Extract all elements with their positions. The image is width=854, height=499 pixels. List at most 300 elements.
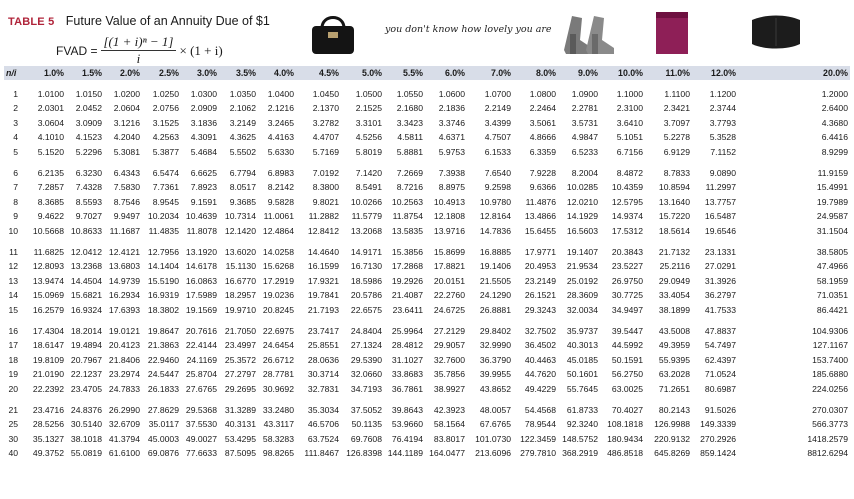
table-cell: 10.2034 xyxy=(147,211,179,222)
table-cell: 35.7856 xyxy=(433,369,465,380)
table-caption: Future Value of an Annuity Due of $1 xyxy=(65,14,270,28)
table-cell: 23.5227 xyxy=(611,261,643,272)
table-cell: 24.6725 xyxy=(433,304,465,315)
table-cell: 1.0700 xyxy=(484,89,511,99)
table-cell: 3.1836 xyxy=(190,117,217,128)
table-cell: 23.6411 xyxy=(392,304,423,315)
row-period: 7 xyxy=(13,182,18,193)
table-cell: 17.9771 xyxy=(524,247,556,257)
table-cell: 25.0192 xyxy=(566,275,598,286)
table-cell: 224.0256 xyxy=(812,383,848,394)
table-cell: 91.5026 xyxy=(704,405,736,415)
table-cell: 29.0949 xyxy=(658,275,690,286)
table-cell: 6.7156 xyxy=(616,146,643,157)
table-cell: 11.0061 xyxy=(263,211,294,222)
table-cell: 5.2278 xyxy=(663,132,690,143)
table-cell: 47.8837 xyxy=(704,326,736,336)
table-cell: 5.8019 xyxy=(355,146,382,157)
row-period: 17 xyxy=(8,340,18,351)
table-cell: 40.4463 xyxy=(524,354,556,365)
table-cell: 21.0190 xyxy=(32,369,64,380)
table-cell: 26.9750 xyxy=(611,275,643,286)
table-cell: 28.0636 xyxy=(307,354,339,365)
table-cell: 54.4568 xyxy=(524,405,556,415)
table-row xyxy=(4,146,850,159)
table-cell: 50.1601 xyxy=(566,369,598,380)
table-cell: 21.4087 xyxy=(391,290,423,301)
table-cell: 21.7193 xyxy=(307,304,339,315)
table-row xyxy=(4,325,850,338)
table-row xyxy=(4,383,850,396)
table-cell: 8.3800 xyxy=(312,182,339,193)
table-cell: 7.1420 xyxy=(355,168,382,178)
table-cell: 4.4163 xyxy=(267,132,294,143)
table-cell: 16.1599 xyxy=(307,261,339,272)
row-period: 19 xyxy=(8,369,18,380)
table-row xyxy=(4,102,850,115)
table-cell: 9.3685 xyxy=(229,196,256,207)
table-cell: 80.2143 xyxy=(658,405,690,415)
table-cell: 368.2919 xyxy=(562,448,598,459)
table-cell: 6.7794 xyxy=(229,168,256,178)
row-period: 16 xyxy=(8,326,18,336)
column-header-rate: 2.5% xyxy=(158,68,179,78)
table-cell: 1.0400 xyxy=(267,89,294,99)
row-period: 21 xyxy=(8,405,18,415)
table-cell: 86.4421 xyxy=(816,304,848,315)
table-cell: 1.0350 xyxy=(229,89,256,99)
table-cell: 1.1000 xyxy=(616,89,643,99)
table-cell: 12.7956 xyxy=(147,247,179,257)
table-cell: 11.4876 xyxy=(525,196,556,207)
formula-lhs: FVAD = xyxy=(56,43,98,58)
table-cell: 18.2014 xyxy=(70,326,102,336)
table-cell: 2.0909 xyxy=(190,103,217,114)
table-cell: 32.0034 xyxy=(566,304,598,315)
column-header-n: n/i xyxy=(6,68,17,78)
table-cell: 10.9780 xyxy=(479,196,511,207)
table-cell: 38.1018 xyxy=(70,433,102,444)
table-cell: 20.7967 xyxy=(70,354,102,365)
table-row xyxy=(4,404,850,417)
column-header-rate: 12.0% xyxy=(711,68,736,78)
table-row xyxy=(4,131,850,144)
table-cell: 16.5487 xyxy=(704,211,736,222)
table-cell: 3.2465 xyxy=(267,117,294,128)
table-cell: 149.3339 xyxy=(700,419,736,430)
table-cell: 21.5505 xyxy=(479,275,511,286)
table-cell: 19.9710 xyxy=(224,304,256,315)
table-cell: 5.1520 xyxy=(37,146,64,157)
table-row xyxy=(4,246,850,259)
table-cell: 9.0890 xyxy=(709,168,736,178)
table-cell: 32.0660 xyxy=(350,369,382,380)
table-cell: 32.7502 xyxy=(524,326,556,336)
table-cell: 62.4397 xyxy=(704,354,736,365)
table-cell: 4.5256 xyxy=(355,132,382,143)
table-cell: 4.9847 xyxy=(571,132,598,143)
table-cell: 2.1062 xyxy=(229,103,256,114)
table-cell: 47.4966 xyxy=(816,261,848,272)
table-cell: 44.7620 xyxy=(524,369,556,380)
table-cell: 17.6393 xyxy=(108,304,140,315)
column-header-rate: 4.0% xyxy=(273,68,294,78)
table-cell: 15.1130 xyxy=(225,261,256,272)
table-cell: 1.0500 xyxy=(355,89,382,99)
table-cell: 17.4304 xyxy=(32,326,64,336)
table-cell: 2.2781 xyxy=(571,103,598,114)
table-cell: 6.4416 xyxy=(821,132,848,143)
table-cell: 24.6454 xyxy=(262,340,294,351)
table-cell: 4.6371 xyxy=(438,132,465,143)
table-cell: 3.1216 xyxy=(113,117,140,128)
table-cell: 55.9395 xyxy=(658,354,690,365)
table-cell: 10.7314 xyxy=(224,211,256,222)
table-cell: 21.9534 xyxy=(566,261,598,272)
column-header-rate: 1.5% xyxy=(81,68,102,78)
table-cell: 32.9990 xyxy=(479,340,511,351)
table-cell: 33.8683 xyxy=(391,369,423,380)
table-cell: 14.7836 xyxy=(479,225,511,236)
table-cell: 18.6147 xyxy=(32,340,64,351)
table-cell: 16.9324 xyxy=(70,304,102,315)
table-cell: 22.9460 xyxy=(147,354,179,365)
table-cell: 61.8733 xyxy=(566,405,598,415)
formula xyxy=(56,34,223,67)
table-cell: 13.2068 xyxy=(350,225,382,236)
table-cell: 14.9374 xyxy=(611,211,643,222)
table-cell: 12.8412 xyxy=(307,225,339,236)
table-cell: 104.9306 xyxy=(812,326,848,336)
table-cell: 14.9171 xyxy=(350,247,382,257)
table-cell: 2.1836 xyxy=(438,103,465,114)
table-cell: 26.1833 xyxy=(147,383,179,394)
row-period: 8 xyxy=(13,196,18,207)
table-cell: 17.9321 xyxy=(307,275,339,286)
handbag-image xyxy=(308,10,358,56)
table-cell: 71.2651 xyxy=(658,383,690,394)
formula-denominator: i xyxy=(136,51,141,66)
column-header-rate: 9.0% xyxy=(577,68,598,78)
table-cell: 38.1899 xyxy=(658,304,690,315)
table-cell: 13.7757 xyxy=(704,196,736,207)
row-period: 3 xyxy=(13,117,18,128)
table-cell: 4.8666 xyxy=(529,132,556,143)
skirt-image xyxy=(652,10,692,56)
table-cell: 6.6625 xyxy=(190,168,217,178)
table-cell: 29.5390 xyxy=(350,354,382,365)
table-cell: 108.1818 xyxy=(607,419,643,430)
formula-fraction xyxy=(101,34,175,67)
table-cell: 2.0452 xyxy=(75,103,102,114)
table-cell: 12.5795 xyxy=(611,196,643,207)
table-cell: 1.0800 xyxy=(529,89,556,99)
table-cell: 180.9434 xyxy=(607,433,643,444)
table-cell: 12.8093 xyxy=(32,261,64,272)
table-cell: 38.9927 xyxy=(433,383,465,394)
table-row xyxy=(4,167,850,180)
table-cell: 859.1424 xyxy=(700,448,736,459)
table-cell: 63.2028 xyxy=(658,369,690,380)
table-cell: 8.4872 xyxy=(616,168,643,178)
table-cell: 35.3034 xyxy=(307,405,339,415)
table-cell: 13.1920 xyxy=(185,247,217,257)
table-cell: 30.5140 xyxy=(70,419,102,430)
column-header-rate: 2.0% xyxy=(119,68,140,78)
table-cell: 3.7793 xyxy=(709,117,736,128)
table-cell: 56.2750 xyxy=(611,369,643,380)
row-period: 6 xyxy=(13,168,18,178)
table-cell: 1418.2579 xyxy=(807,433,848,444)
table-cell: 19.2926 xyxy=(391,275,423,286)
table-cell: 36.4502 xyxy=(524,340,556,351)
table-cell: 19.8647 xyxy=(147,326,179,336)
table-row xyxy=(4,275,850,288)
table-cell: 67.6765 xyxy=(479,419,511,430)
table-cell: 1.0450 xyxy=(312,89,339,99)
table-row xyxy=(4,181,850,194)
table-cell: 270.0307 xyxy=(812,405,848,415)
table-cell: 13.6803 xyxy=(108,261,140,272)
table-cell: 127.1167 xyxy=(812,340,848,351)
table-cell: 148.5752 xyxy=(562,433,598,444)
table-cell: 8.2004 xyxy=(571,168,598,178)
table-cell: 26.2990 xyxy=(108,405,140,415)
table-cell: 20.5786 xyxy=(350,290,382,301)
table-cell: 19.8109 xyxy=(32,354,64,365)
table-row xyxy=(4,260,850,273)
table-cell: 2.2464 xyxy=(529,103,556,114)
table-cell: 48.0057 xyxy=(479,405,511,415)
table-cell: 8.9545 xyxy=(152,196,179,207)
table-cell: 80.6987 xyxy=(704,383,736,394)
table-cell: 645.8269 xyxy=(654,448,690,459)
row-period: 40 xyxy=(8,448,18,459)
table-cell: 13.1640 xyxy=(658,196,690,207)
table-cell: 24.8404 xyxy=(350,326,382,336)
table-cell: 22.6975 xyxy=(262,326,294,336)
row-period: 1 xyxy=(13,89,18,99)
table-cell: 30.9692 xyxy=(262,383,294,394)
table-cell: 22.1237 xyxy=(70,369,102,380)
table-cell: 43.3117 xyxy=(263,419,294,430)
table-cell: 1.0100 xyxy=(37,89,64,99)
table-cell: 21.8406 xyxy=(108,354,140,365)
table-cell: 1.0150 xyxy=(75,89,102,99)
table-cell: 126.8398 xyxy=(346,448,382,459)
table-row xyxy=(4,433,850,446)
table-cell: 49.0027 xyxy=(185,433,217,444)
table-cell: 32.6709 xyxy=(108,419,140,430)
column-header-rate: 10.0% xyxy=(618,68,643,78)
table-cell: 13.5835 xyxy=(391,225,423,236)
table-cell: 15.5190 xyxy=(147,275,179,286)
table-cell: 11.4835 xyxy=(148,225,179,236)
table-cell: 7.6540 xyxy=(484,168,511,178)
table-cell: 1.0200 xyxy=(113,89,140,99)
table-cell: 2.1525 xyxy=(355,103,382,114)
table-cell: 24.8376 xyxy=(70,405,102,415)
table-cell: 63.7524 xyxy=(307,433,339,444)
table-cell: 42.3923 xyxy=(433,405,465,415)
table-cell: 28.7781 xyxy=(262,369,294,380)
table-cell: 1.2000 xyxy=(821,89,848,99)
table-cell: 50.1135 xyxy=(351,419,382,430)
table-cell: 19.7841 xyxy=(307,290,339,301)
table-cell: 7.5830 xyxy=(113,182,140,193)
table-cell: 153.7400 xyxy=(812,354,848,365)
table-cell: 15.0969 xyxy=(32,290,64,301)
table-cell: 2.3100 xyxy=(616,103,643,114)
row-period: 12 xyxy=(8,261,18,272)
table-cell: 5.3081 xyxy=(113,146,140,157)
table-cell: 54.7497 xyxy=(704,340,736,351)
table-cell: 19.4894 xyxy=(70,340,102,351)
table-cell: 15.6455 xyxy=(524,225,556,236)
table-cell: 28.4812 xyxy=(391,340,423,351)
table-cell: 12.0412 xyxy=(70,247,102,257)
table-cell: 11.5779 xyxy=(351,211,382,222)
table-cell: 28.5256 xyxy=(32,419,64,430)
table-label: TABLE 5 xyxy=(8,16,55,28)
table-cell: 12.1808 xyxy=(433,211,465,222)
table-cell: 20.7616 xyxy=(185,326,217,336)
table-cell: 27.6765 xyxy=(185,383,217,394)
table-cell: 4.2040 xyxy=(113,132,140,143)
table-row xyxy=(4,196,850,209)
table-cell: 3.2149 xyxy=(229,117,256,128)
table-cell: 14.1929 xyxy=(566,211,598,222)
table-cell: 486.8518 xyxy=(607,448,643,459)
table-cell: 36.2797 xyxy=(704,290,736,301)
table-cell: 11.1687 xyxy=(109,225,140,236)
table-cell: 213.6096 xyxy=(475,448,511,459)
table-cell: 19.6546 xyxy=(704,225,736,236)
table-cell: 7.4328 xyxy=(75,182,102,193)
table-cell: 26.6712 xyxy=(262,354,294,365)
table-cell: 20.4953 xyxy=(524,261,556,272)
table-cell: 40.3131 xyxy=(224,419,256,430)
table-cell: 8.2142 xyxy=(267,182,294,193)
table-cell: 7.2669 xyxy=(396,168,423,178)
formula-tail: × (1 + i) xyxy=(179,42,223,58)
table-cell: 21.7132 xyxy=(658,247,690,257)
table-cell: 11.2997 xyxy=(705,182,736,193)
table-cell: 3.5061 xyxy=(529,117,556,128)
table-cell: 16.0863 xyxy=(185,275,217,286)
table-cell: 122.3459 xyxy=(520,433,556,444)
table-cell: 43.8652 xyxy=(479,383,511,394)
table-cell: 71.0351 xyxy=(816,290,848,301)
table-cell: 5.6330 xyxy=(267,146,294,157)
table-cell: 15.8699 xyxy=(433,247,465,257)
table-cell: 34.7193 xyxy=(350,383,382,394)
table-cell: 16.8885 xyxy=(479,247,511,257)
table-cell: 58.3283 xyxy=(262,433,294,444)
table-cell: 4.1523 xyxy=(75,132,102,143)
table-cell: 92.3240 xyxy=(566,419,598,430)
table-cell: 6.3230 xyxy=(75,168,102,178)
table-cell: 12.8164 xyxy=(479,211,511,222)
table-cell: 8.7546 xyxy=(113,196,140,207)
table-cell: 41.3794 xyxy=(108,433,140,444)
table-cell: 12.0210 xyxy=(566,196,598,207)
table-cell: 14.6178 xyxy=(185,261,217,272)
column-header-rate: 5.0% xyxy=(361,68,382,78)
table-row xyxy=(4,225,850,238)
table-cell: 27.0291 xyxy=(704,261,736,272)
table-cell: 5.8881 xyxy=(396,146,423,157)
table-cell: 25.2116 xyxy=(659,261,690,272)
table-cell: 33.2480 xyxy=(262,405,294,415)
table-cell: 16.2934 xyxy=(108,290,140,301)
table-cell: 3.5731 xyxy=(571,117,598,128)
table-cell: 13.4866 xyxy=(524,211,556,222)
table-cell: 55.7645 xyxy=(566,383,598,394)
table-cell: 13.2368 xyxy=(70,261,102,272)
column-header-rate: 7.0% xyxy=(490,68,511,78)
table-cell: 10.2563 xyxy=(391,196,423,207)
table-cell: 21.7050 xyxy=(224,326,256,336)
table-row xyxy=(4,289,850,302)
table-cell: 8.3685 xyxy=(37,196,64,207)
table-cell: 2.1370 xyxy=(312,103,339,114)
row-period: 18 xyxy=(8,354,18,365)
table-cell: 4.2563 xyxy=(152,132,179,143)
table-cell: 24.9587 xyxy=(816,211,848,222)
table-cell: 29.5368 xyxy=(185,405,217,415)
table-cell: 18.5614 xyxy=(658,225,690,236)
table-cell: 7.3938 xyxy=(438,168,465,178)
table-cell: 24.7833 xyxy=(108,383,140,394)
row-period: 2 xyxy=(13,103,18,114)
table-cell: 8812.6294 xyxy=(807,448,848,459)
table-cell: 8.8975 xyxy=(438,182,465,193)
table-cell: 27.2129 xyxy=(433,326,465,336)
table-row xyxy=(4,418,850,431)
table-cell: 31.1504 xyxy=(816,225,848,236)
row-period: 13 xyxy=(8,275,18,286)
table-cell: 270.2926 xyxy=(700,433,736,444)
table-cell: 2.3421 xyxy=(663,103,690,114)
table-cell: 43.5008 xyxy=(658,326,690,336)
table-cell: 18.2957 xyxy=(224,290,256,301)
table-cell: 87.5095 xyxy=(224,448,256,459)
table-cell: 9.2598 xyxy=(484,182,511,193)
table-cell: 24.1290 xyxy=(479,290,511,301)
table-cell: 33.4054 xyxy=(658,290,690,301)
table-cell: 1.0900 xyxy=(571,89,598,99)
table-cell: 71.0524 xyxy=(704,369,736,380)
table-cell: 31.3926 xyxy=(704,275,736,286)
table-cell: 25.3572 xyxy=(224,354,256,365)
table-cell: 7.8923 xyxy=(190,182,217,193)
column-header-rate: 3.0% xyxy=(196,68,217,78)
table-cell: 27.2797 xyxy=(224,369,256,380)
table-cell: 8.5593 xyxy=(75,196,102,207)
table-cell: 2.1680 xyxy=(396,103,423,114)
table-cell: 4.4707 xyxy=(312,132,339,143)
table-cell: 7.0192 xyxy=(312,168,339,178)
table-cell: 9.1591 xyxy=(190,196,217,207)
table-cell: 10.0266 xyxy=(350,196,382,207)
table-cell: 1.1100 xyxy=(664,89,690,99)
table-cell: 14.9739 xyxy=(108,275,140,286)
table-cell: 14.0258 xyxy=(262,247,294,257)
table-cell: 55.0819 xyxy=(70,448,102,459)
table-cell: 58.1564 xyxy=(433,419,465,430)
table-cell: 10.4359 xyxy=(611,182,643,193)
